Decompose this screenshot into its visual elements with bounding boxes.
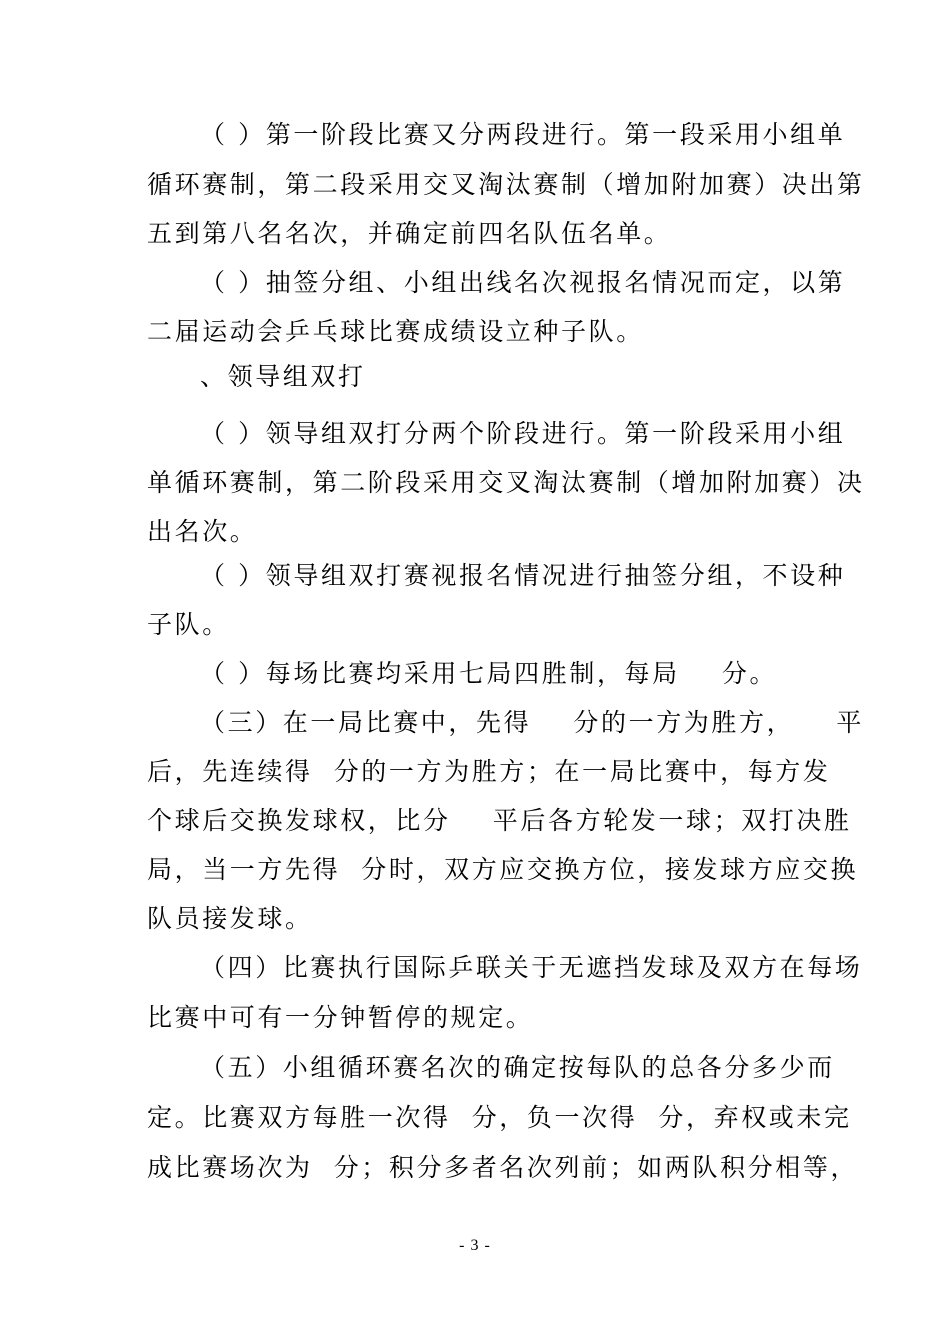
page-number: - 3 -: [459, 1237, 491, 1254]
paragraph-line: 循环赛制，第二段采用交叉淘汰赛制（增加附加赛）决出第: [147, 170, 865, 199]
paragraph-line: （ ）领导组双打分两个阶段进行。第一阶段采用小组: [200, 419, 846, 448]
paragraph-line: （三）在一局比赛中，先得 分的一方为胜方， 平: [200, 708, 864, 737]
paragraph-line: 出名次。: [147, 517, 258, 546]
paragraph-line: （ ）抽签分组、小组出线名次视报名情况而定，以第: [200, 268, 846, 297]
paragraph-line: （ ）领导组双打赛视报名情况进行抽签分组，不设种: [200, 561, 846, 590]
paragraph-line: 比赛中可有一分钟暂停的规定。: [147, 1003, 534, 1032]
paragraph-line: 局，当一方先得 分时，双方应交换方位，接发球方应交换: [147, 855, 859, 884]
paragraph-line: （五）小组循环赛名次的确定按每队的总各分多少而: [200, 1053, 835, 1082]
paragraph-line: 子队。: [147, 610, 230, 639]
paragraph-line: 后，先连续得 分的一方为胜方；在一局比赛中，每方发: [147, 757, 831, 786]
paragraph-line: （ ）第一阶段比赛又分两段进行。第一段采用小组单: [200, 120, 846, 149]
paragraph-line: 单循环赛制，第二阶段采用交叉淘汰赛制（增加附加赛）决: [147, 468, 865, 497]
paragraph-line: 二届运动会乒乓球比赛成绩设立种子队。: [147, 317, 644, 346]
paragraph-line: 成比赛场次为 分；积分多者名次列前；如两队积分相等，: [147, 1153, 859, 1182]
paragraph-line: 队员接发球。: [147, 904, 313, 933]
paragraph-line: （四）比赛执行国际乒联关于无遮挡发球及双方在每场: [200, 953, 863, 982]
paragraph-line: 五到第八名名次，并确定前四名队伍名单。: [147, 219, 672, 248]
section-heading: 、领导组双打: [200, 362, 366, 391]
paragraph-line: 定。比赛双方每胜一次得 分，负一次得 分，弃权或未完: [147, 1103, 852, 1132]
paragraph-line: 个球后交换发球权，比分 平后各方轮发一球；双打决胜: [147, 806, 852, 835]
paragraph-line: （ ）每场比赛均采用七局四胜制，每局 分。: [200, 659, 778, 688]
